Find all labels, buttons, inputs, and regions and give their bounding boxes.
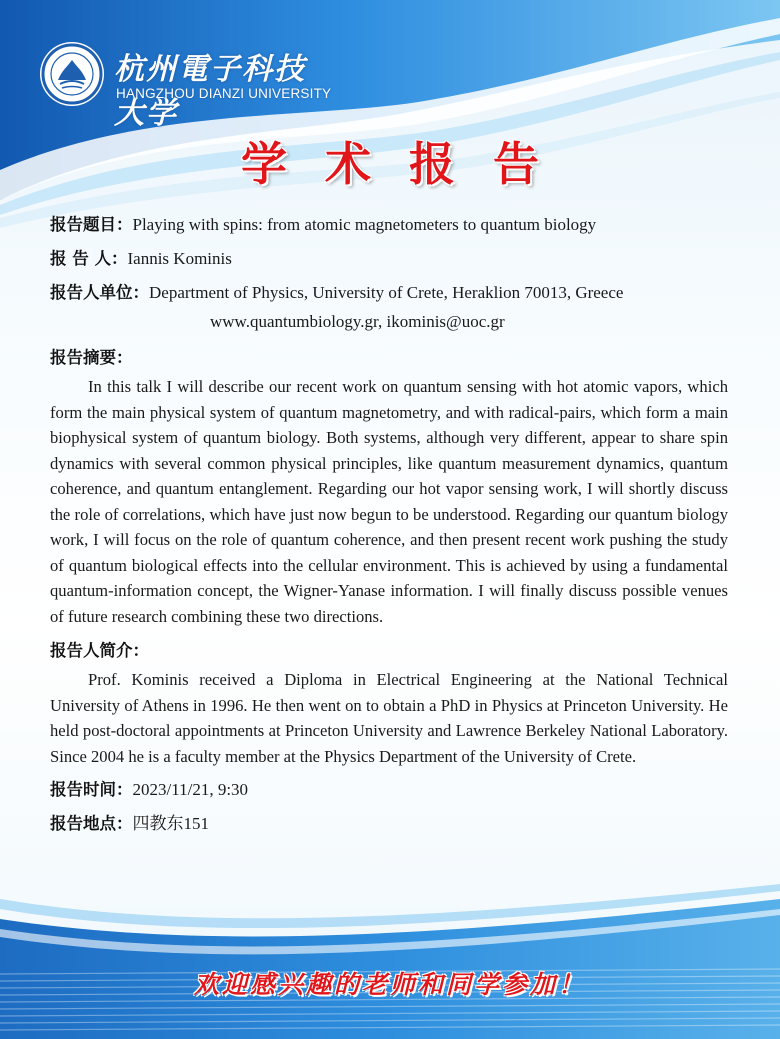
time-label: 报告时间：	[50, 780, 133, 799]
topic-label: 报告题目：	[50, 215, 133, 234]
affiliation-label: 报告人单位：	[50, 283, 149, 302]
page-title: 学术报告	[241, 137, 577, 191]
bio-label: 报告人简介：	[50, 641, 149, 660]
location-value: 四教东151	[132, 814, 209, 833]
university-name-english: HANGZHOU DIANZI UNIVERSITY	[116, 86, 332, 101]
bio-text: Prof. Kominis received a Diploma in Electrical Engineering at the National Technical University of Athens in 1996. He then went on to obtain a PhD in Physics at Princeton University. He held post-doctoral appointments at Princeton University and Lawrence Berkeley National Laboratory. Since 2004 he is a faculty member at the Physics Department of the University of Crete.	[50, 670, 728, 766]
location-row	[50, 807, 728, 841]
topic-row	[50, 208, 728, 242]
abstract-label: 报告摘要：	[50, 348, 133, 367]
footer-wave-background	[0, 879, 780, 1039]
affiliation-web: www.quantumbiology.gr, ikominis@uoc.gr	[210, 312, 505, 331]
location-label: 报告地点：	[50, 814, 133, 833]
report-content	[50, 208, 728, 841]
university-emblem-icon	[38, 40, 106, 108]
topic-value: Playing with spins: from atomic magnetometers to quantum biology	[132, 215, 597, 234]
speaker-value: Iannis Kominis	[127, 249, 232, 268]
affiliation-value: Department of Physics, University of Crete, Heraklion 70013, Greece	[149, 283, 624, 302]
speaker-row	[50, 242, 728, 276]
welcome-message: 欢迎感兴趣的老师和同学参加！	[193, 970, 586, 999]
affiliation-row	[50, 276, 728, 310]
time-value: 2023/11/21, 9:30	[132, 780, 249, 799]
time-row	[50, 773, 728, 807]
university-name-chinese: 杭州電子科技大学	[114, 52, 306, 131]
abstract-text: In this talk I will describe our recent work on quantum sensing with hot atomic vapors, which form the main physical system of quantum magnetometry, and with radical-pairs, which form a main biophysical system of quantum biology. Both systems, although very different, appear to share spin dynamics with several common physical principles, like quantum measurement dynamics, quantum coherence, and quantum entanglement. Regarding our hot vapor sensing work, I will shortly discuss the role of correlations, which have just now begun to be understood. Regarding our quantum biology work, I will focus on the role of quantum coherence, and then present recent work pushing the study of quantum biological effects into the cellular environment. This is achieved by using a fundamental quantum-information concept, the Wigner-Yanase information. I will finally discuss possible venues of future research combining these two directions.	[50, 377, 728, 626]
speaker-label: 报 告 人：	[50, 249, 128, 268]
